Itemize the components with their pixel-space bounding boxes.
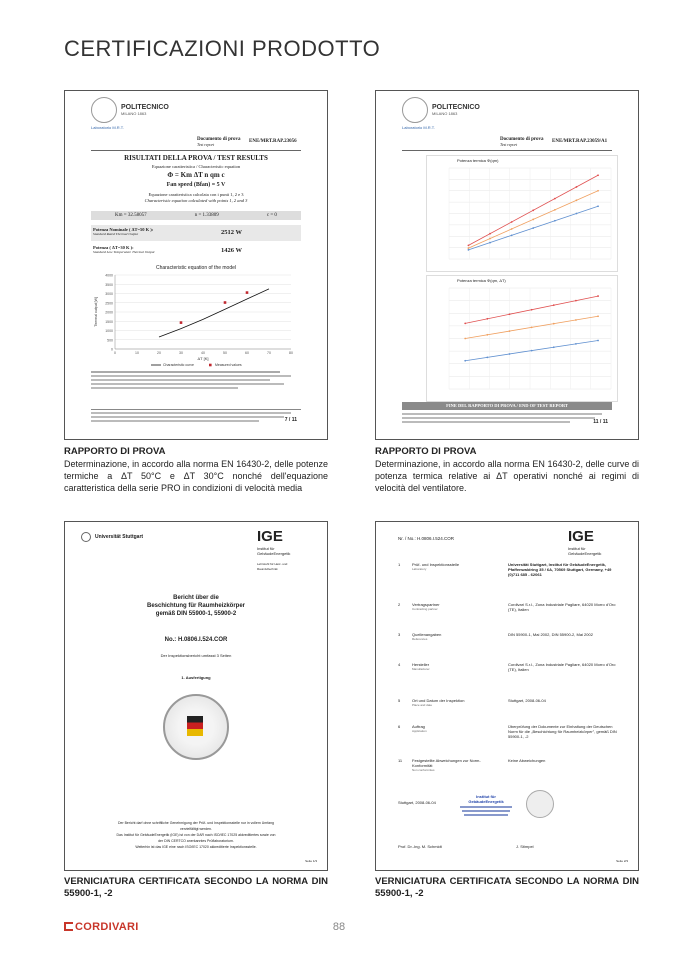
- ige-row-number: 6: [398, 724, 401, 729]
- series-point: [597, 174, 599, 176]
- series-point: [554, 220, 556, 222]
- n-value: n = 1.33809: [194, 213, 219, 218]
- cover-footer-4: der DIN CERTCO anerkanntes Prüflaboratorium.: [158, 839, 234, 843]
- ige-row-label: Quellenangaben References: [412, 632, 492, 642]
- x-axis-label: ΔT [K]: [197, 356, 209, 361]
- ige-sub-1: Institut für: [568, 546, 586, 551]
- cover-footer-1: Der Bericht darf ohne schriftliche Genehmigung der Prüf- und Inspektionsstelle nur in vollem Umfang: [117, 821, 275, 825]
- stuttgart-logo: [81, 532, 143, 542]
- series-point: [597, 190, 599, 192]
- rated-output-value: 2512 W: [221, 229, 243, 236]
- series-point: [511, 234, 513, 236]
- report-pages: Der Inspektionsbericht umfasst 3 Seiten: [160, 653, 232, 658]
- data-page-mark: Seite 2/3: [616, 859, 628, 863]
- report-title-3: gemäß DIN 55900-1, 55900-2: [155, 611, 237, 617]
- ige-row-label: Prüf- und Inspektionsstelle Laboratory: [412, 562, 492, 572]
- x-tick-label: 30: [179, 351, 183, 355]
- politecnico-seal-icon: [91, 97, 117, 123]
- characteristic-chart: [91, 263, 301, 368]
- doc2-footer: [402, 413, 612, 423]
- cover-footer: [81, 820, 311, 850]
- x-tick-label: 70: [267, 351, 271, 355]
- lab-label: Laboratorio M.R.T.: [402, 125, 435, 130]
- ige-row-value: Keine Abweichungen: [508, 758, 546, 763]
- stamp-line-2: GebäudeEnergetik: [468, 799, 504, 804]
- test-report-document-2: [375, 90, 639, 440]
- ige-row-label: Auftrag Application: [412, 724, 492, 734]
- series-point: [489, 238, 491, 240]
- report-copy: 1. Ausfertigung: [181, 675, 211, 680]
- ige-row-number: 11: [398, 758, 403, 763]
- equation-note-2: Characteristic equation calculated with points 1, 2 and 3: [144, 198, 248, 203]
- cover-footer-5: Weiterhin ist das IGE eine nach ISO/IEC 17020 akkreditierte Inspektionsstelle.: [135, 845, 257, 849]
- ige-sub-3: Lehrstuhl für Heiz- und Raumluftechnik: [257, 562, 288, 571]
- series-point: [509, 353, 511, 355]
- series-point: [575, 343, 577, 345]
- stuttgart-seal-icon: [81, 532, 91, 542]
- equation: Φ = Km ΔT n qm c: [167, 171, 225, 179]
- ige-row-value: Universität Stuttgart, Institut für GebäudeEnergetik, Pfaffenwaldring 35 / 6A, 70569 Stuttgart, Germany, +49 (0)711 685 - 62061: [508, 562, 612, 577]
- series-point: [576, 199, 578, 201]
- series-point: [553, 323, 555, 325]
- low-temp-output-label: Potenza ( ΔT=30 K ):: [93, 245, 134, 250]
- caption-1-text: Determinazione, in accordo alla norma EN 16430-2, delle potenze termiche a ΔT 50°C e ΔT 30°C nonché dell'equazione caratteristica della serie PRO in condizioni di velocità media: [64, 459, 328, 493]
- series-point: [489, 233, 491, 235]
- y-tick-label: 1000: [105, 329, 113, 333]
- series-point: [597, 340, 599, 342]
- series-point: [468, 244, 470, 246]
- series-point: [509, 313, 511, 315]
- cover-footer-2: vervielfältigt werden.: [180, 827, 212, 831]
- ige-report-cover: [64, 521, 328, 871]
- km-value: Km = 32.58057: [115, 213, 147, 218]
- ige-row-value: Überprüfung der Dokumente zur Einhaltung der Deutschen Norm für die „Beschichtung für Raumheizkörper", gemäß DIN 55900-1, -2: [508, 724, 617, 739]
- page-number: 88: [332, 921, 346, 933]
- series-point: [532, 227, 534, 229]
- politecnico-logo: [91, 97, 169, 123]
- series-point: [511, 221, 513, 223]
- politecnico-logo-2: [402, 97, 480, 123]
- page-title: CERTIFICAZIONI PRODOTTO: [64, 36, 381, 61]
- y-tick-label: 3500: [105, 282, 113, 287]
- coefficients-row: [91, 211, 301, 220]
- stamp-line-1: Institut für: [476, 794, 496, 799]
- chart-svg: [91, 263, 301, 368]
- doc1-notes: [91, 371, 301, 391]
- x-tick-label: 10: [135, 351, 139, 355]
- cover-page-mark: Seite 1/3: [305, 859, 317, 863]
- series-point: [554, 198, 556, 200]
- ige-row-number: 2: [398, 602, 401, 607]
- equation-label: Equazione caratteristica / Characteristic equation: [151, 164, 241, 169]
- series-point: [532, 209, 534, 211]
- fan-speed: Fan speed (Bfan) = 5 V: [166, 182, 226, 188]
- series-point: [486, 318, 488, 320]
- report-number: No.: H.0806.I.524.COR: [164, 637, 228, 643]
- signer-2: J. Stimpel: [516, 844, 534, 849]
- brand-name: CORDIVARI: [75, 921, 139, 933]
- y-tick-label: 3000: [105, 292, 113, 296]
- university-name: POLITECNICO: [121, 104, 169, 111]
- ige-row-value: Cordivari S.r.l., Zona Industriale Pagliare, 64020 Morro d'Oro (TE), Italien: [508, 602, 616, 612]
- series-point: [509, 330, 511, 332]
- y-tick-label: 2500: [105, 301, 113, 306]
- y-tick-label: 0: [111, 347, 113, 352]
- x-tick-label: 60: [245, 351, 249, 355]
- ige-stamp: [456, 794, 516, 818]
- ige-row-number: 5: [398, 698, 401, 703]
- rated-output-sub: Standard Rated Thermal Output: [93, 232, 139, 236]
- test-report-document-1: [64, 90, 328, 440]
- ige-row-sub: References: [412, 637, 428, 641]
- report-title-2: Beschichtung für Raumheizkörper: [146, 603, 245, 609]
- doc-code: ENE/MRT.RAP.23056: [249, 139, 297, 144]
- power-chart-2-svg: [427, 276, 617, 401]
- series-point: [554, 209, 556, 211]
- doc-label: Documento di prova: [500, 137, 544, 142]
- caption-4: VERNICIATURA CERTIFICATA SECONDO LA NORMA DIN 55900-1, -2: [375, 876, 639, 899]
- doc1-page-number: 7 / 11: [284, 417, 297, 423]
- caption-2-text: Determinazione, in accordo alla norma EN 16430-2, delle curve di potenza termica relative ai ΔT operativi nonché ai regimi di velocità del ventilatore.: [375, 459, 639, 493]
- series-point: [464, 322, 466, 324]
- ige-report-data-page: [375, 521, 639, 871]
- german-flag-icon: [187, 716, 203, 736]
- power-chart-2-title: Potenza termica Φ(qm, ΔT): [457, 278, 506, 283]
- results-title: RISULTATI DELLA PROVA / TEST RESULTS: [124, 154, 268, 162]
- y-tick-label: 2000: [105, 310, 113, 315]
- low-temp-output-row: [91, 244, 301, 258]
- x-tick-label: 20: [157, 351, 161, 355]
- ige-row-sub: Contracting partner: [412, 607, 438, 611]
- y-tick-label: 500: [107, 338, 113, 343]
- low-temp-output-sub: Standard Low Temperature Thermal Output: [93, 250, 155, 254]
- ige-row-sub: Manufacturer: [412, 667, 430, 671]
- low-temp-output-value: 1426 W: [221, 247, 243, 254]
- ige-row-value: Cordivari S.r.l., Zona Industriale Pagliare, 64020 Morro d'Oro (TE), Italien: [508, 662, 616, 672]
- doc2-page-number: 11 / 11: [593, 419, 608, 425]
- characteristic-curve-line: [159, 289, 269, 337]
- rated-output-label: Potenza Nominale ( ΔT=50 K ):: [93, 227, 154, 232]
- end-of-report-banner: FINE DEL RAPPORTO DI PROVA / END OF TEST REPORT: [402, 402, 612, 410]
- ige-logo: IGE: [568, 528, 594, 545]
- ige-row-label: Hersteller Manufacturer: [412, 662, 492, 672]
- legend-label-curve: Characteristic curve: [163, 363, 194, 368]
- series-point: [575, 300, 577, 302]
- doc1-footer: [91, 409, 301, 422]
- ige-row-sub: Laboratory: [412, 567, 427, 571]
- caption-2-heading: RAPPORTO DI PROVA: [375, 446, 477, 457]
- series-point: [486, 334, 488, 336]
- series-point: [531, 309, 533, 311]
- x-tick-label: 40: [201, 351, 205, 355]
- series-point: [576, 213, 578, 215]
- series-point: [597, 315, 599, 317]
- series-point: [464, 338, 466, 340]
- university-name: POLITECNICO: [432, 104, 480, 111]
- series-point: [464, 360, 466, 362]
- y-axis-label: Thermal output [W]: [94, 297, 98, 327]
- ige-sub-1: Institut für: [257, 546, 275, 551]
- series-point: [468, 249, 470, 251]
- caption-3: VERNICIATURA CERTIFICATA SECONDO LA NORMA DIN 55900-1, -2: [64, 876, 328, 899]
- politecnico-seal-icon: [402, 97, 428, 123]
- ige-row-label: Festgestellte Abweichungen zur Norm-Konformität Non conformities: [412, 758, 492, 773]
- series-point: [597, 295, 599, 297]
- ige-row-sub: Application: [412, 729, 427, 733]
- caption-2: [375, 446, 639, 494]
- report-number: Nr. / No.: H.0806.I.524.COR: [398, 536, 455, 541]
- signer-1: Prof. Dr.-Ing. M. Schmidt: [398, 844, 442, 849]
- chart-title: Characteristic equation of the model: [155, 265, 237, 271]
- ige-row-sub: Non conformities: [412, 768, 435, 772]
- rated-output-row: [91, 225, 301, 241]
- series-point: [468, 247, 470, 249]
- stuttgart-name: Universität Stuttgart: [95, 534, 144, 540]
- x-tick-label: 50: [223, 351, 227, 355]
- ige-row-number: 4: [398, 662, 401, 667]
- measured-point: [224, 301, 227, 304]
- series-point: [597, 205, 599, 207]
- x-tick-label: 80: [289, 351, 293, 355]
- legend-marker-swatch: [209, 364, 212, 367]
- series-point: [553, 304, 555, 306]
- university-city: MILANO 1863: [121, 111, 147, 116]
- power-chart-1-svg: [427, 156, 617, 271]
- ige-row-sub: Place and date: [412, 703, 433, 707]
- series-point: [489, 242, 491, 244]
- doc-code: ENE/MRT.RAP.23059/A1: [552, 139, 608, 144]
- x-tick-label: 0: [114, 351, 116, 355]
- series-point: [531, 326, 533, 328]
- equation-note-1: Equazione caratteristica calcolata con i punti 1, 2 e 3: [148, 192, 244, 197]
- doc-sub: Test report: [500, 142, 518, 147]
- series-point: [553, 346, 555, 348]
- series-point: [532, 219, 534, 221]
- ige-sub-2: GebäudeEnergetik: [568, 551, 602, 556]
- caption-1: [64, 446, 328, 494]
- cover-footer-3: Das Institut für GebäudeEnergetik (IGE) ist von der DAR nach ISO/IEC 17025 akkreditiertes sowie von: [116, 833, 276, 837]
- caption-1-heading: RAPPORTO DI PROVA: [64, 446, 166, 457]
- university-city: MILANO 1863: [432, 111, 458, 116]
- ige-logo: IGE: [257, 528, 283, 545]
- y-tick-label: 1500: [105, 319, 113, 324]
- ige-row-value: DIN 55900-1, Mai 2002, DIN 55900-2, Mai 2002: [508, 632, 593, 637]
- certification-stamp: [163, 694, 229, 760]
- measured-point: [246, 291, 249, 294]
- series-point: [575, 319, 577, 321]
- doc-label: Documento di prova: [197, 137, 241, 142]
- legend-label-measured: Measured values: [215, 363, 242, 368]
- power-chart-1-title: Potenza termica Φ(qm): [457, 158, 499, 163]
- ige-row-number: 3: [398, 632, 401, 637]
- c-value: c = 0: [266, 213, 277, 218]
- series-point: [511, 228, 513, 230]
- signature-date: Stuttgart, 2008-06-04: [398, 800, 436, 805]
- series-point: [486, 356, 488, 358]
- power-chart-2: [426, 275, 618, 402]
- report-title-1: Bericht über die: [173, 595, 219, 601]
- ige-row-label: Vertragspartner Contracting partner: [412, 602, 492, 612]
- y-tick-label: 4000: [105, 273, 113, 278]
- ige-row-value: Stuttgart, 2008-06-04: [508, 698, 546, 703]
- ige-row-number: 1: [398, 562, 401, 567]
- ige-sub-2: GebäudeEnergetik: [257, 551, 291, 556]
- lab-label: Laboratorio M.R.T.: [91, 125, 124, 130]
- doc-sub: Test report: [197, 142, 215, 147]
- measured-point: [180, 321, 183, 324]
- series-point: [531, 350, 533, 352]
- power-chart-1: [426, 155, 618, 272]
- ige-row-label: Ort und Datum der Inspektion Place and date: [412, 698, 492, 708]
- series-point: [576, 186, 578, 188]
- ige-round-stamp-icon: [526, 790, 554, 818]
